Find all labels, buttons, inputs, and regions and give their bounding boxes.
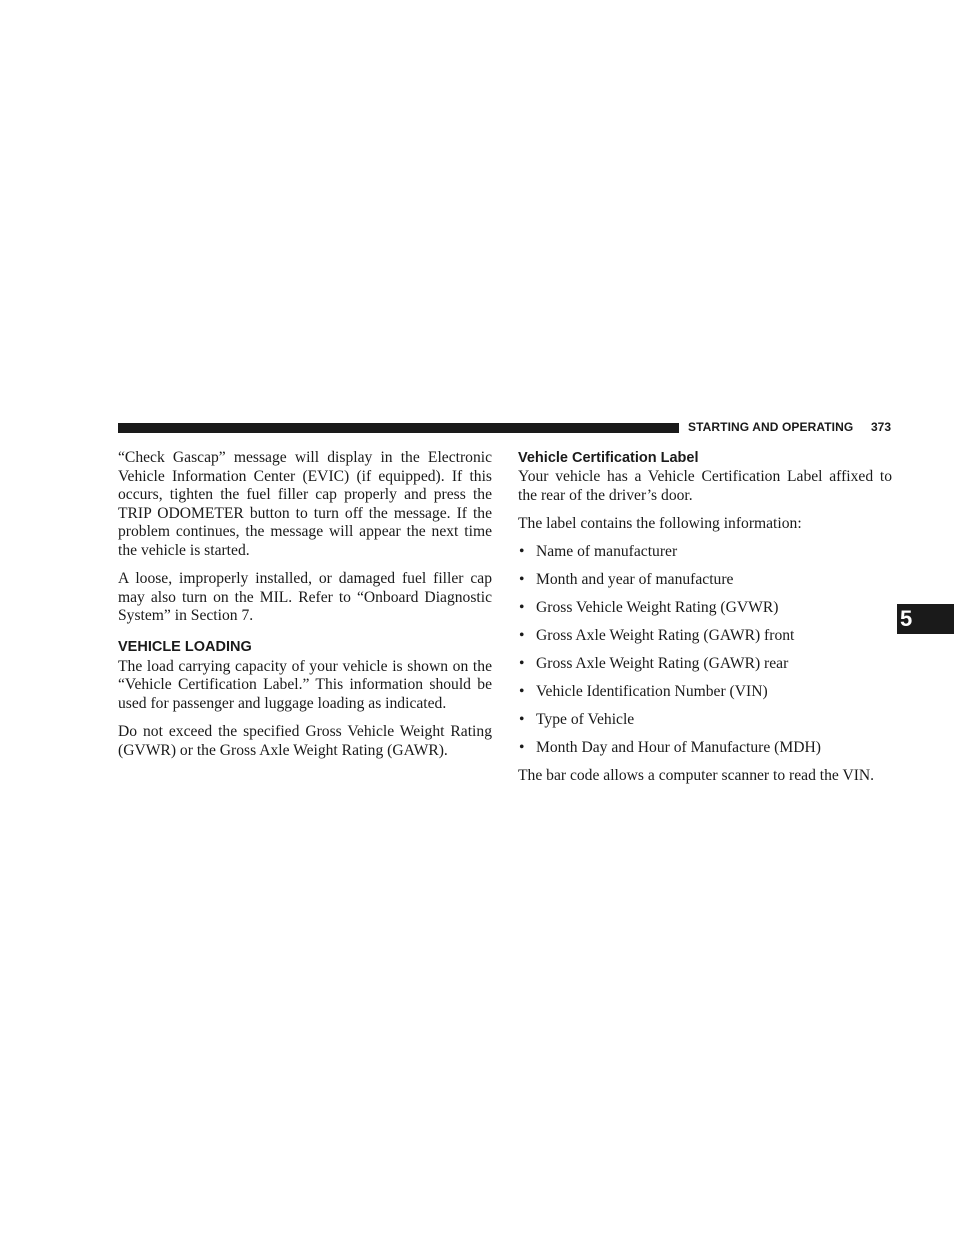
list-item-text: Name of manufacturer	[536, 542, 678, 560]
list-item	[518, 627, 892, 646]
list-item-text: Type of Vehicle	[536, 710, 635, 728]
paragraph-label-location: Your vehicle has a Vehicle Certification Label affixed to the rear of the driver’s door.	[518, 468, 892, 504]
paragraph-label-contains: The label contains the following information:	[518, 514, 802, 532]
list-item-text: Month and year of manufacture	[536, 570, 734, 588]
paragraph-check-gascap: “Check Gascap” message will display in the Electronic Vehicle Information Center (EVIC) (if equipped). If this occurs, tighten the fuel filler cap properly and press the TRIP ODOMETER button to turn off the message. If the problem continues, the message will appear the next time the vehicle is started.	[118, 449, 492, 559]
list-item-text: Gross Axle Weight Rating (GAWR) front	[536, 626, 795, 644]
paragraph-do-not-exceed: Do not exceed the specified Gross Vehicle Weight Rating (GVWR) or the Gross Axle Weight Rating (GAWR).	[118, 723, 492, 759]
left-column	[118, 449, 492, 770]
bullet-icon: •	[519, 710, 525, 728]
bullet-icon: •	[519, 654, 525, 672]
bullet-icon: •	[519, 738, 525, 756]
header-rule	[118, 423, 679, 433]
list-item	[518, 543, 892, 562]
heading-vehicle-loading: VEHICLE LOADING	[118, 638, 252, 655]
page-number: 373	[871, 420, 892, 434]
running-header-section-title: STARTING AND OPERATING	[688, 420, 854, 434]
right-column	[518, 449, 892, 795]
paragraph-loose-cap: A loose, improperly installed, or damaged fuel filler cap may also turn on the MIL. Refer to “Onboard Diagnostic System” in Section 7.	[118, 570, 492, 625]
list-item	[518, 599, 892, 618]
list-item-text: Gross Vehicle Weight Rating (GVWR)	[536, 598, 779, 616]
section-tab-label: 5	[900, 606, 913, 631]
list-item	[518, 711, 892, 730]
list-item	[518, 655, 892, 674]
bullet-icon: •	[519, 542, 525, 560]
bullet-icon: •	[519, 570, 525, 588]
list-item-text: Gross Axle Weight Rating (GAWR) rear	[536, 654, 789, 672]
list-item-text: Month Day and Hour of Manufacture (MDH)	[536, 738, 821, 756]
bullet-icon: •	[519, 682, 525, 700]
list-item-text: Vehicle Identification Number (VIN)	[536, 682, 768, 700]
paragraph-load-capacity: The load carrying capacity of your vehicle is shown on the “Vehicle Certification Label.” This information should be used for passenger and luggage loading as indicated.	[118, 657, 492, 713]
bullet-icon: •	[519, 598, 525, 616]
list-item	[518, 739, 892, 758]
section-tab	[897, 604, 954, 634]
list-item	[518, 683, 892, 702]
list-item	[518, 571, 892, 590]
paragraph-bar-code: The bar code allows a computer scanner to read the VIN.	[518, 766, 875, 784]
bullet-icon: •	[519, 626, 525, 644]
label-info-list	[518, 543, 892, 757]
heading-vehicle-certification-label: Vehicle Certification Label	[518, 450, 699, 466]
